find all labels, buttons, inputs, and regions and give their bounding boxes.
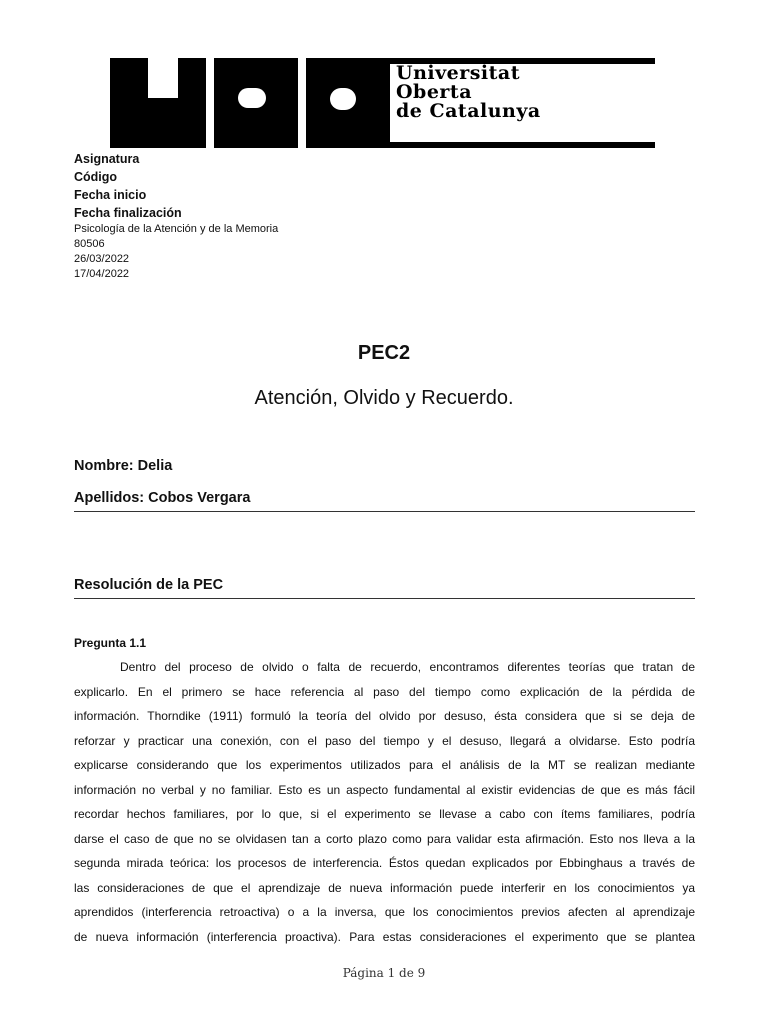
label-asignatura: Asignatura	[74, 152, 140, 166]
answer-paragraph	[74, 655, 695, 949]
divider	[74, 511, 695, 512]
paragraph-line: información no verbal y no familiar. Esto es un aspecto fundamental al existir evidencias de que es más fácil	[74, 782, 695, 797]
page-number: Página 1 de 9	[342, 966, 426, 980]
paragraph-line: de nueva información (interferencia proactiva). Para estas consideraciones el experimento que se plantea	[74, 929, 695, 944]
paragraph-line: explicarse considerando que los experimentos utilizados para el análisis de la MT se realizan mediante	[74, 758, 695, 772]
label-fecha-inicio: Fecha inicio	[74, 188, 147, 202]
value-fecha-finalizacion: 17/04/2022	[74, 268, 130, 280]
value-asignatura: Psicología de la Atención y de la Memoria	[74, 223, 279, 235]
document-code-heading: PEC2	[357, 342, 411, 364]
logo-o2-hole	[330, 88, 356, 110]
section-title: Resolución de la PEC	[74, 577, 224, 593]
course-metadata	[74, 150, 278, 282]
logo-line-2: Oberta	[396, 81, 473, 103]
paragraph-line: Dentro del proceso de olvido o falta de recuerdo, encontramos diferentes teorías que tratan de	[120, 660, 695, 674]
label-codigo: Código	[74, 170, 118, 184]
logo-u-gap	[148, 58, 178, 98]
student-name: Nombre: Delia	[74, 458, 173, 474]
question-label: Pregunta 1.1	[74, 636, 147, 650]
paragraph-line: aprendidos (interferencia retroactiva) o a la inversa, que los conocimientos previos afecten al aprendizaje	[74, 905, 695, 919]
logo-wordmark	[396, 64, 541, 121]
divider	[74, 598, 695, 599]
value-fecha-inicio: 26/03/2022	[74, 253, 130, 265]
document-title: Atención, Olvido y Recuerdo.	[254, 387, 514, 409]
paragraph-line: segunda mirada teórica: los procesos de interferencia. Éstos quedan explicados por Ebbinghaus a través de	[74, 856, 695, 870]
paragraph-line: recordar hechos familiares, por lo que, si el experimento se llevase a cabo con ítems familiares, podría	[74, 807, 695, 821]
logo-o1-hole	[238, 88, 266, 108]
paragraph-line: reforzar y practicar una conexión, con el paso del tiempo y el desuso, llegará a olvidarse. Esto podría	[74, 733, 695, 748]
logo-line-1: Universitat	[396, 62, 521, 84]
paragraph-line: darse el caso de que no se olvidasen tan a corto plazo como para validar esta afirmación. Esto nos lleva a la	[74, 831, 695, 846]
logo-gap-2	[298, 58, 306, 148]
paragraph-line: las consideraciones de que el aprendizaje de nueva información puede interferir en los conocimientos ya	[74, 880, 695, 895]
paragraph-line: información. Thorndike (1911) formuló la teoría del olvido por desuso, ésta considera que si se deja de	[74, 709, 695, 723]
logo-line-3: de Catalunya	[396, 100, 541, 122]
logo-gap-1	[206, 58, 214, 148]
paragraph-line: explicarlo. En el primero se hace referencia al paso del tiempo como explicación de la pérdida de	[74, 684, 695, 699]
label-fecha-finalizacion: Fecha finalización	[74, 206, 182, 220]
value-codigo: 80506	[74, 238, 105, 250]
student-surname: Apellidos: Cobos Vergara	[74, 490, 251, 506]
